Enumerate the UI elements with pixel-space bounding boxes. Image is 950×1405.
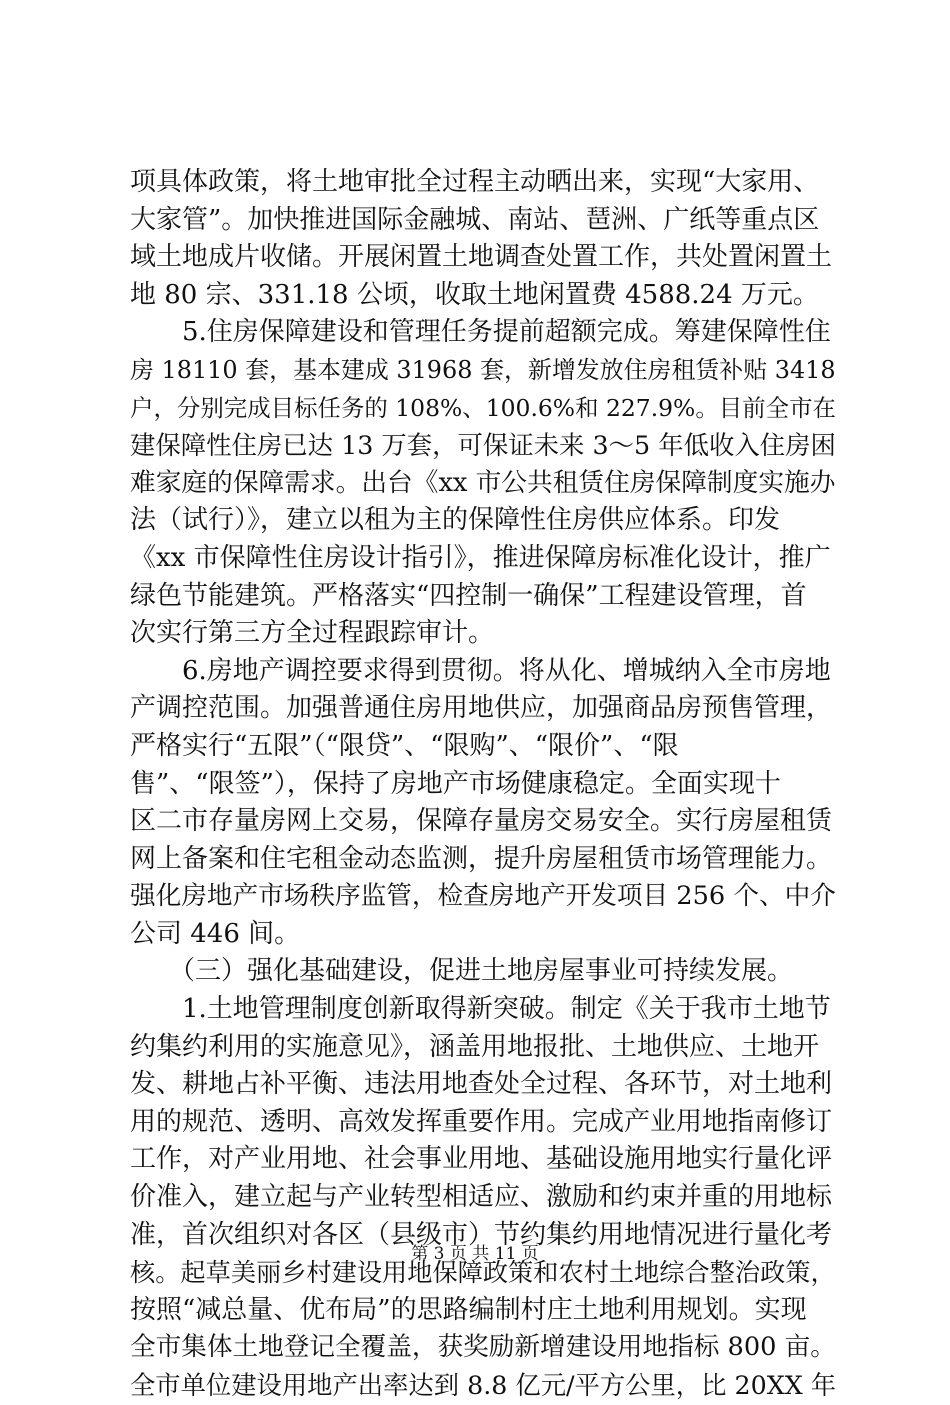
text-line: 5.住房保障建设和管理任务提前超额完成。筹建保障性住 bbox=[130, 317, 831, 348]
text-line: 工作，对产业用地、社会事业用地、基础设施用地实行量化评 bbox=[130, 1144, 833, 1175]
text-line: （三）强化基础建设，促进土地房屋事业可持续发展。 bbox=[130, 956, 794, 987]
text-line: 次实行第三方全过程跟踪审计。 bbox=[130, 618, 495, 649]
text-line: 域土地成片收储。开展闲置土地调查处置工作，共处置闲置土 bbox=[130, 242, 833, 273]
text-line: 全市单位建设用地产出率达到 8.8 亿元/平方公里，比 20XX 年 bbox=[130, 1370, 837, 1400]
text-line: 建保障性住房已达 13 万套，可保证未来 3～5 年低收入住房困 bbox=[130, 430, 836, 461]
text-line: 公司 446 间。 bbox=[130, 918, 301, 949]
text-line: 户，分别完成目标任务的 108%、100.6%和 227.9%。目前全市在 bbox=[130, 393, 836, 422]
text-line: 按照“减总量、优布局”的思路编制村庄土地利用规划。实现 bbox=[130, 1294, 807, 1325]
text-line: 强化房地产市场秩序监管，检查房地产开发项目 256 个、中介 bbox=[130, 881, 836, 912]
text-line: 全市集体土地登记全覆盖，获奖励新增建设用地指标 800 亩。 bbox=[130, 1332, 836, 1363]
text-line: 准，首次组织对各区（县级市）节约集约用地情况进行量化考 bbox=[130, 1219, 833, 1250]
text-line: 网上备案和住宅租金动态监测，提升房屋租赁市场管理能力。 bbox=[130, 843, 833, 874]
text-line: 房 18110 套，基本建成 31968 套，新增发放住房租赁补贴 3418 bbox=[130, 355, 836, 384]
text-line: 价准入，建立起与产业转型相适应、激励和约束并重的用地标 bbox=[130, 1182, 833, 1213]
text-line: 1.土地管理制度创新取得新突破。制定《关于我市土地节 bbox=[130, 994, 831, 1025]
text-line: 严格实行“五限”（“限贷”、“限购”、“限价”、“限 bbox=[130, 730, 679, 761]
text-line: 用的规范、透明、高效发挥重要作用。完成产业用地指南修订 bbox=[130, 1106, 833, 1137]
text-line: 产调控范围。加强普通住房用地供应，加强商品房预售管理， bbox=[130, 693, 833, 724]
text-line: 项具体政策，将土地审批全过程主动晒出来，实现“大家用、 bbox=[130, 167, 820, 197]
text-line: 发、耕地占补平衡、违法用地查处全过程、各环节，对土地利 bbox=[130, 1069, 833, 1100]
text-line: 法（试行）》，建立以租为主的保障性住房供应体系。印发 bbox=[130, 505, 781, 536]
text-line: 难家庭的保障需求。出台《xx 市公共租赁住房保障制度实施办 bbox=[130, 467, 836, 498]
text-line: 售”、“限签”），保持了房地产市场健康稳定。全面实现十 bbox=[130, 768, 781, 799]
text-line: 区二市存量房网上交易，保障存量房交易安全。实行房屋租赁 bbox=[130, 806, 833, 837]
body-text bbox=[130, 164, 836, 1405]
page-footer: 第 3 页 共 11 页 bbox=[411, 1244, 539, 1264]
text-line: 大家管”。加快推进国际金融城、南站、琶洲、广纸等重点区 bbox=[130, 204, 820, 235]
text-line: 约集约利用的实施意见》，涵盖用地报批、土地供应、土地开 bbox=[130, 1031, 820, 1062]
text-line: 《xx 市保障性住房设计指引》，推进保障房标准化设计，推广 bbox=[130, 542, 831, 573]
text-line: 绿色节能建筑。严格落实“四控制一确保”工程建设管理，首 bbox=[130, 580, 807, 611]
text-line: 地 80 宗、331.18 公顷，收取土地闲置费 4588.24 万元。 bbox=[130, 279, 819, 310]
text-line: 6.房地产调控要求得到贯彻。将从化、增城纳入全市房地 bbox=[130, 655, 831, 686]
text-line: 核。起草美丽乡村建设用地保障政策和农村土地综合整治政策， bbox=[130, 1258, 836, 1288]
